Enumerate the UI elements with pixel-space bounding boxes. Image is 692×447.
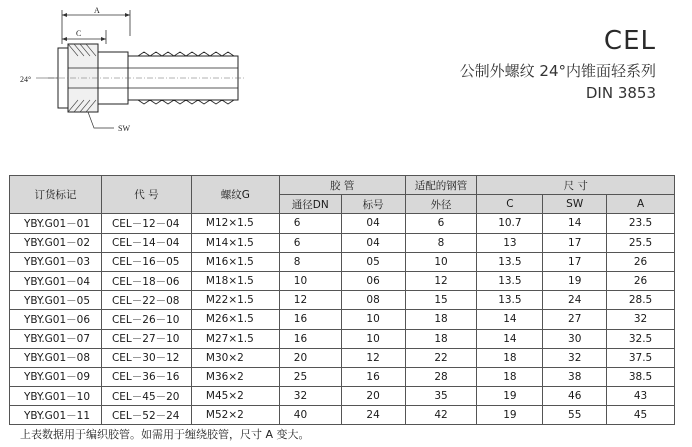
- cell-code: CEL－22－08: [101, 291, 191, 310]
- cell-thread: M30×2: [191, 348, 279, 367]
- cell-tube: 42: [405, 406, 477, 425]
- cell-sw: 27: [543, 310, 607, 329]
- cell-dn: 16: [279, 329, 341, 348]
- header-tube-od: [405, 176, 477, 195]
- header-dimensions: 尺 寸: [477, 176, 675, 195]
- cell-mark: 04: [341, 214, 405, 233]
- cell-dn: 32: [279, 387, 341, 406]
- header-order-code: 订货标记: [10, 176, 102, 214]
- cell-tube: 10: [405, 252, 477, 271]
- cell-c: 13: [477, 233, 543, 252]
- cell-a: 26: [607, 252, 675, 271]
- cell-tube: 28: [405, 367, 477, 386]
- title-block: [460, 26, 656, 104]
- cell-thread: M16×1.5: [191, 252, 279, 271]
- header-dim-c: C: [477, 195, 543, 214]
- table-row: [10, 387, 675, 406]
- cell-order: YBY.G01－02: [10, 233, 102, 252]
- cell-dn: 10: [279, 271, 341, 290]
- cell-dn: 40: [279, 406, 341, 425]
- cell-c: 14: [477, 310, 543, 329]
- spec-table: [9, 175, 675, 425]
- product-standard: DIN 3853: [585, 84, 656, 102]
- cell-sw: 46: [543, 387, 607, 406]
- cell-sw: 19: [543, 271, 607, 290]
- cell-tube: 6: [405, 214, 477, 233]
- cell-a: 43: [607, 387, 675, 406]
- cell-order: YBY.G01－07: [10, 329, 102, 348]
- cell-dn: 8: [279, 252, 341, 271]
- cell-mark: 08: [341, 291, 405, 310]
- cell-code: CEL－16－05: [101, 252, 191, 271]
- cell-thread: M22×1.5: [191, 291, 279, 310]
- table-row: [10, 329, 675, 348]
- cell-mark: 04: [341, 233, 405, 252]
- cell-dn: 6: [279, 233, 341, 252]
- cell-mark: 10: [341, 310, 405, 329]
- cell-sw: 17: [543, 233, 607, 252]
- cell-a: 45: [607, 406, 675, 425]
- cell-dn: 20: [279, 348, 341, 367]
- cell-tube: 12: [405, 271, 477, 290]
- cell-a: 38.5: [607, 367, 675, 386]
- cell-c: 14: [477, 329, 543, 348]
- cell-tube: 18: [405, 329, 477, 348]
- cell-sw: 38: [543, 367, 607, 386]
- cell-code: CEL－45－20: [101, 387, 191, 406]
- table-row: [10, 252, 675, 271]
- cell-order: YBY.G01－03: [10, 252, 102, 271]
- cell-a: 32: [607, 310, 675, 329]
- header-hose-dn: 通径DN: [279, 195, 341, 214]
- footnote: 上表数据用于编织胶管。如需用于缠绕胶管，尺寸 A 变大。: [20, 428, 310, 441]
- cell-dn: 12: [279, 291, 341, 310]
- cell-tube: 22: [405, 348, 477, 367]
- cell-mark: 10: [341, 329, 405, 348]
- cell-a: 32.5: [607, 329, 675, 348]
- cell-tube: 8: [405, 233, 477, 252]
- table-row: [10, 233, 675, 252]
- product-code: CEL: [603, 26, 656, 56]
- dimension-a-label: A: [94, 6, 100, 15]
- cell-a: 26: [607, 271, 675, 290]
- header-tube-od-line2: 外径: [405, 195, 477, 214]
- header-hose: 胶 管: [279, 176, 405, 195]
- table-row: [10, 310, 675, 329]
- cell-c: 13.5: [477, 291, 543, 310]
- cell-order: YBY.G01－06: [10, 310, 102, 329]
- cell-thread: M14×1.5: [191, 233, 279, 252]
- header-thread: 螺纹G: [191, 176, 279, 214]
- cell-sw: 55: [543, 406, 607, 425]
- table-row: [10, 406, 675, 425]
- cell-c: 19: [477, 387, 543, 406]
- cell-thread: M45×2: [191, 387, 279, 406]
- cell-a: 37.5: [607, 348, 675, 367]
- cell-dn: 16: [279, 310, 341, 329]
- cell-order: YBY.G01－01: [10, 214, 102, 233]
- cell-order: YBY.G01－08: [10, 348, 102, 367]
- cell-dn: 25: [279, 367, 341, 386]
- sw-label: SW: [118, 124, 130, 133]
- cell-code: CEL－30－12: [101, 348, 191, 367]
- cell-sw: 24: [543, 291, 607, 310]
- cell-mark: 20: [341, 387, 405, 406]
- dimension-c-label: C: [76, 29, 82, 38]
- cell-tube: 35: [405, 387, 477, 406]
- cell-code: CEL－36－16: [101, 367, 191, 386]
- cell-sw: 17: [543, 252, 607, 271]
- product-description: 公制外螺纹 24°内锥面轻系列: [459, 62, 656, 80]
- table-row: [10, 348, 675, 367]
- cell-a: 28.5: [607, 291, 675, 310]
- spec-table-body: [10, 214, 675, 425]
- cell-thread: M52×2: [191, 406, 279, 425]
- cell-c: 18: [477, 348, 543, 367]
- cell-order: YBY.G01－11: [10, 406, 102, 425]
- cell-thread: M26×1.5: [191, 310, 279, 329]
- table-row: [10, 214, 675, 233]
- fitting-technical-drawing: [18, 4, 258, 154]
- cell-thread: M36×2: [191, 367, 279, 386]
- table-row: [10, 291, 675, 310]
- cell-sw: 30: [543, 329, 607, 348]
- cell-code: CEL－14－04: [101, 233, 191, 252]
- cell-mark: 06: [341, 271, 405, 290]
- cell-tube: 18: [405, 310, 477, 329]
- cell-order: YBY.G01－05: [10, 291, 102, 310]
- cell-code: CEL－18－06: [101, 271, 191, 290]
- angle-24-label: 24°: [20, 75, 32, 84]
- cell-a: 25.5: [607, 233, 675, 252]
- cell-c: 10.7: [477, 214, 543, 233]
- cell-mark: 24: [341, 406, 405, 425]
- header-tube-od-line1: 适配的钢管: [414, 179, 468, 192]
- cell-mark: 12: [341, 348, 405, 367]
- cell-a: 23.5: [607, 214, 675, 233]
- cell-mark: 05: [341, 252, 405, 271]
- table-row: [10, 271, 675, 290]
- cell-order: YBY.G01－10: [10, 387, 102, 406]
- cell-thread: M12×1.5: [191, 214, 279, 233]
- cell-c: 13.5: [477, 252, 543, 271]
- header-dim-a: A: [607, 195, 675, 214]
- cell-order: YBY.G01－09: [10, 367, 102, 386]
- cell-code: CEL－26－10: [101, 310, 191, 329]
- table-row: [10, 367, 675, 386]
- cell-mark: 16: [341, 367, 405, 386]
- cell-sw: 32: [543, 348, 607, 367]
- cell-c: 18: [477, 367, 543, 386]
- cell-c: 13.5: [477, 271, 543, 290]
- header-dim-sw: SW: [543, 195, 607, 214]
- cell-tube: 15: [405, 291, 477, 310]
- cell-thread: M18×1.5: [191, 271, 279, 290]
- cell-c: 19: [477, 406, 543, 425]
- cell-thread: M27×1.5: [191, 329, 279, 348]
- cell-code: CEL－52－24: [101, 406, 191, 425]
- cell-order: YBY.G01－04: [10, 271, 102, 290]
- cell-code: CEL－12－04: [101, 214, 191, 233]
- header-part-no: 代 号: [101, 176, 191, 214]
- cell-dn: 6: [279, 214, 341, 233]
- header-hose-mark: 标号: [341, 195, 405, 214]
- cell-sw: 14: [543, 214, 607, 233]
- cell-code: CEL－27－10: [101, 329, 191, 348]
